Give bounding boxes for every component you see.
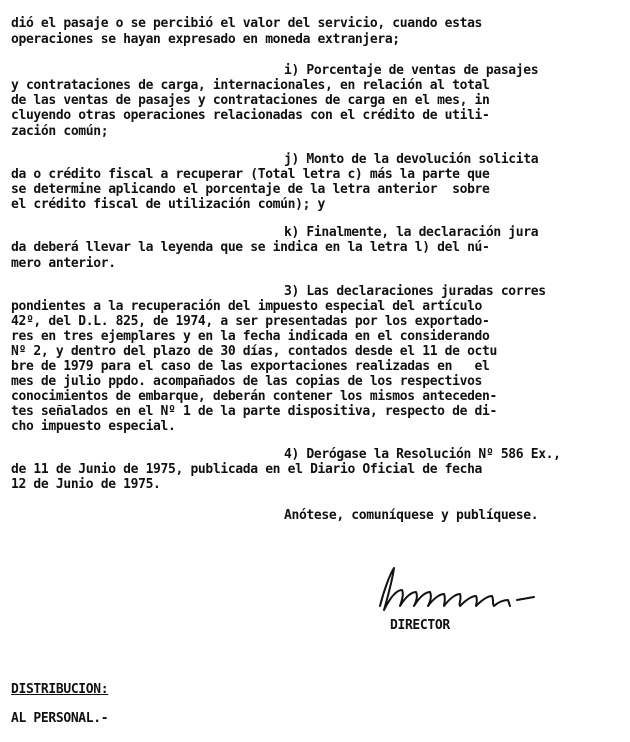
item-3-line: cho impuesto especial. [11, 419, 176, 434]
item-3-line: Nº 2, y dentro del plazo de 30 días, contados desde el 11 de octu [11, 344, 497, 359]
item-3-line: conocimientos de embarque, deberán contener los mismos anteceden- [11, 389, 497, 404]
item-i-line: de las ventas de pasajes y contrataciones de carga en el mes, in [11, 93, 490, 108]
item-k-line: k) Finalmente, la declaración jura [284, 225, 539, 240]
item-3-line: pondientes a la recuperación del impuesto especial del artículo [11, 299, 483, 314]
item-3-line: tes señalados en el Nº 1 de la parte dispositiva, respecto de di- [11, 404, 497, 419]
item-4-line: de 11 de Junio de 1975, publicada en el Diario Oficial de fecha [11, 462, 483, 477]
item-3-line: mes de julio ppdo. acompañados de las copias de los respectivos [11, 374, 483, 389]
item-j-line: j) Monto de la devolución solicita [284, 152, 539, 167]
intro-line: operaciones se hayan expresado en moneda extranjera; [11, 32, 400, 47]
item-3-line: 3) Las declaraciones juradas corres [284, 284, 546, 299]
item-i-line: y contrataciones de carga, internacionales, en relación al total [11, 78, 490, 93]
item-4-line: 4) Derógase la Resolución Nº 586 Ex., [284, 447, 561, 462]
distribution-label: DISTRIBUCION: [11, 682, 109, 697]
signature-title: DIRECTOR [390, 618, 450, 633]
intro-line: dió el pasaje o se percibió el valor del servicio, cuando estas [11, 16, 483, 31]
handwritten-signature [372, 560, 562, 620]
item-i-line: i) Porcentaje de ventas de pasajes [284, 63, 539, 78]
item-j-line: el crédito fiscal de utilización común); y [11, 197, 326, 212]
item-3-line: bre de 1979 para el caso de las exportaciones realizadas en el [11, 359, 490, 374]
item-3-line: 42º, del D.L. 825, de 1974, a ser presentadas por los exportado- [11, 314, 490, 329]
item-i-line: cluyendo otras operaciones relacionadas con el crédito de utili- [11, 108, 490, 123]
item-k-line: mero anterior. [11, 256, 116, 271]
item-i-line: zación común; [11, 124, 109, 139]
item-3-line: res en tres ejemplares y en la fecha indicada en el considerando [11, 329, 490, 344]
item-4-line: 12 de Junio de 1975. [11, 477, 161, 492]
item-j-line: da o crédito fiscal a recuperar (Total letra c) más la parte que [11, 167, 490, 182]
item-k-line: da deberá llevar la leyenda que se indica en la letra l) del nú- [11, 240, 490, 255]
distribution-to: AL PERSONAL.- [11, 711, 109, 726]
item-j-line: se determine aplicando el porcentaje de la letra anterior sobre [11, 182, 490, 197]
closing-line: Anótese, comuníquese y publíquese. [284, 508, 539, 523]
